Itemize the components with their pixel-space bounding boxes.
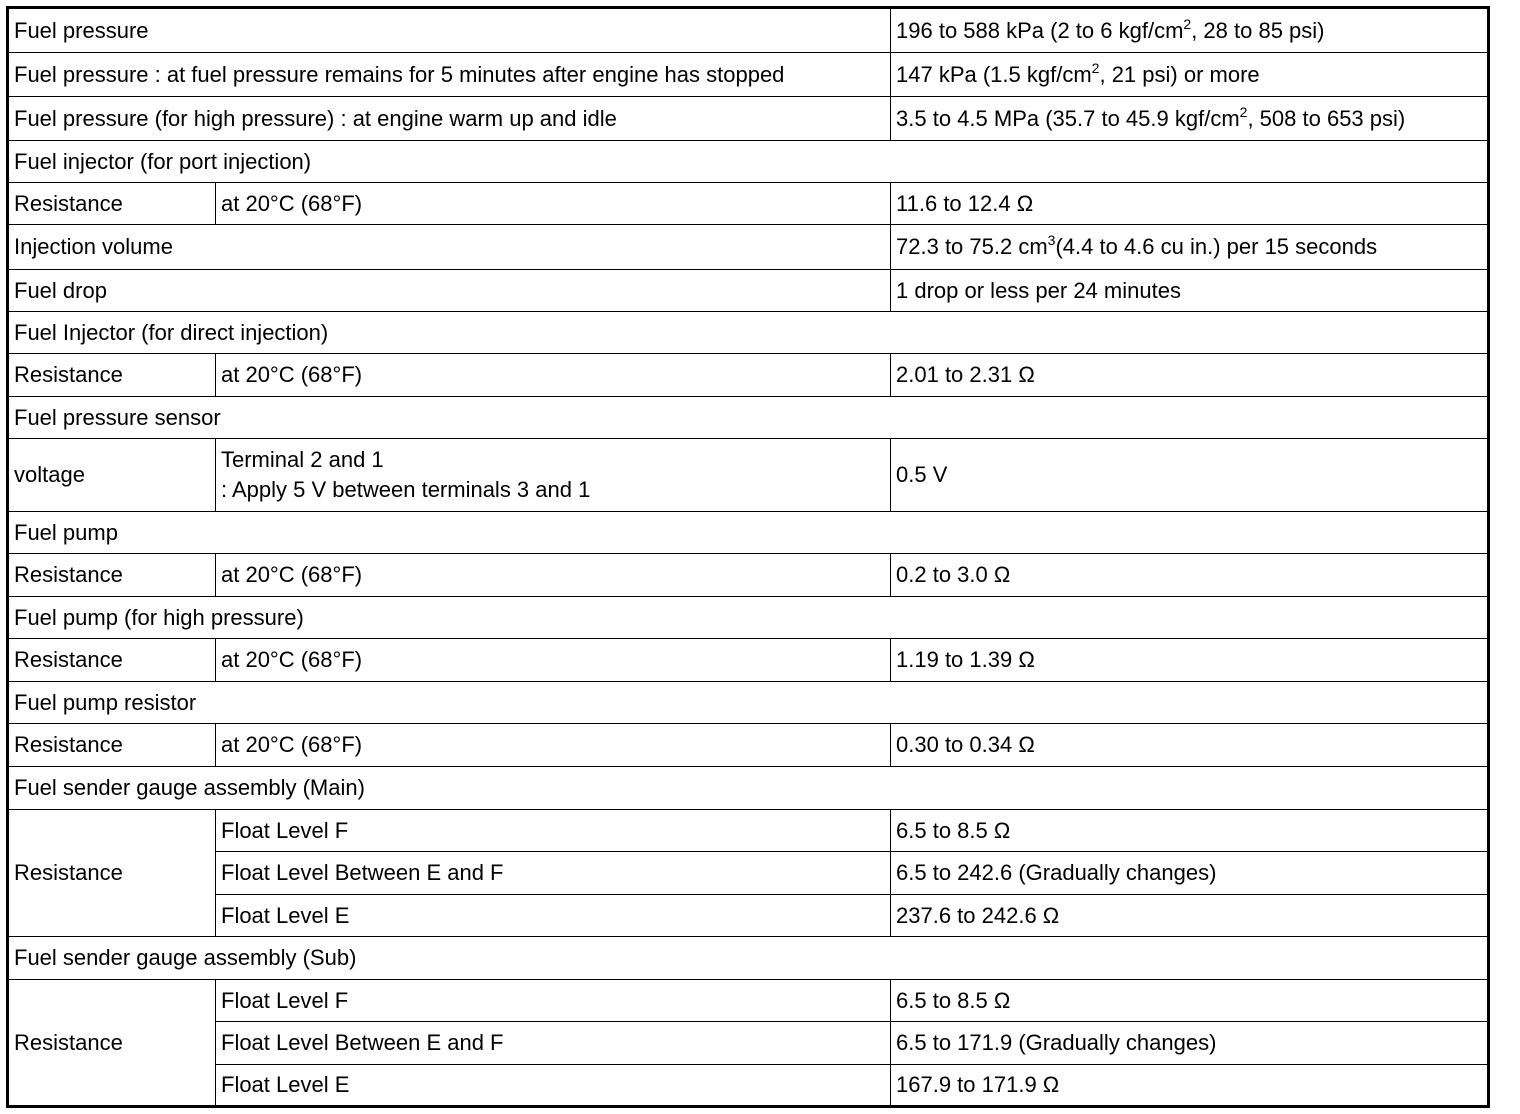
table-row (8, 1022, 1489, 1065)
row-condition: Float Level Between E and F (216, 1022, 891, 1065)
row-value: 3.5 to 4.5 MPa (35.7 to 45.9 kgf/$cm^2$, 508 to 653 psi) (891, 97, 1489, 141)
row-value: 237.6 to 242.6 Ω (891, 895, 1489, 937)
section-heading: Fuel pump (for high pressure) (8, 597, 1489, 639)
table-row (8, 895, 1489, 937)
section-row (8, 937, 1489, 980)
section-heading: Fuel injector (for port injection) (8, 141, 1489, 183)
row-value: 0.2 to 3.0 Ω (891, 554, 1489, 597)
row-value: 2.01 to 2.31 Ω (891, 354, 1489, 397)
row-label: Resistance (8, 980, 216, 1107)
row-value: 72.3 to 75.2 $cm^3(4.4$ to 4.6 cu in.) per 15 seconds (891, 225, 1489, 270)
row-value: 0.30 to 0.34 Ω (891, 724, 1489, 767)
section-heading: Fuel sender gauge assembly (Sub) (8, 937, 1489, 980)
row-condition: Float Level E (216, 1065, 891, 1107)
row-label: Resistance (8, 554, 216, 597)
table-row (8, 852, 1489, 895)
table-row (8, 439, 1489, 512)
row-value: 167.9 to 171.9 Ω (891, 1065, 1489, 1107)
row-label: Fuel pressure (8, 8, 891, 53)
row-label: Resistance (8, 183, 216, 225)
row-label: Resistance (8, 724, 216, 767)
section-row (8, 141, 1489, 183)
row-label: Resistance (8, 810, 216, 937)
section-row (8, 312, 1489, 354)
table-row (8, 1065, 1489, 1107)
table-row (8, 980, 1489, 1022)
row-label: Resistance (8, 354, 216, 397)
fuel-specification-table (6, 6, 1490, 1108)
row-label: Fuel drop (8, 270, 891, 312)
table-row (8, 53, 1489, 97)
section-heading: Fuel pressure sensor (8, 397, 1489, 439)
row-value: 6.5 to 8.5 Ω (891, 980, 1489, 1022)
row-label: voltage (8, 439, 216, 512)
row-condition (216, 439, 891, 512)
row-value: 6.5 to 171.9 (Gradually changes) (891, 1022, 1489, 1065)
row-value: 11.6 to 12.4 Ω (891, 183, 1489, 225)
table-row (8, 270, 1489, 312)
section-row (8, 397, 1489, 439)
table-row (8, 183, 1489, 225)
table-row (8, 639, 1489, 682)
row-label: Injection volume (8, 225, 891, 270)
section-heading: Fuel sender gauge assembly (Main) (8, 767, 1489, 810)
table-row (8, 810, 1489, 852)
table-row (8, 97, 1489, 141)
table-row (8, 354, 1489, 397)
table-row (8, 724, 1489, 767)
condition-line: : Apply 5 V between terminals 3 and 1 (221, 477, 591, 502)
section-row (8, 512, 1489, 554)
section-heading: Fuel pump resistor (8, 682, 1489, 724)
row-condition: at 20°C (68°F) (216, 554, 891, 597)
row-condition: Float Level F (216, 980, 891, 1022)
row-condition: Float Level Between E and F (216, 852, 891, 895)
row-value: 1 drop or less per 24 minutes (891, 270, 1489, 312)
section-heading: Fuel Injector (for direct injection) (8, 312, 1489, 354)
row-condition: Float Level F (216, 810, 891, 852)
row-condition: at 20°C (68°F) (216, 183, 891, 225)
row-condition: at 20°C (68°F) (216, 639, 891, 682)
row-value: 6.5 to 242.6 (Gradually changes) (891, 852, 1489, 895)
section-row (8, 767, 1489, 810)
section-heading: Fuel pump (8, 512, 1489, 554)
row-condition: at 20°C (68°F) (216, 354, 891, 397)
row-condition: Float Level E (216, 895, 891, 937)
row-label: Fuel pressure (for high pressure) : at engine warm up and idle (8, 97, 891, 141)
table-row (8, 225, 1489, 270)
row-condition: at 20°C (68°F) (216, 724, 891, 767)
row-label: Fuel pressure : at fuel pressure remains for 5 minutes after engine has stopped (8, 53, 891, 97)
row-value: 147 kPa (1.5 kgf/$cm^2$, 21 psi) or more (891, 53, 1489, 97)
row-value: 196 to 588 kPa (2 to 6 kgf/$cm^2$, 28 to 85 psi) (891, 8, 1489, 53)
section-row (8, 597, 1489, 639)
row-value: 0.5 V (891, 439, 1489, 512)
table-row (8, 554, 1489, 597)
row-value: 6.5 to 8.5 Ω (891, 810, 1489, 852)
table-row (8, 8, 1489, 53)
row-label: Resistance (8, 639, 216, 682)
section-row (8, 682, 1489, 724)
condition-line: Terminal 2 and 1 (221, 447, 384, 473)
row-value: 1.19 to 1.39 Ω (891, 639, 1489, 682)
